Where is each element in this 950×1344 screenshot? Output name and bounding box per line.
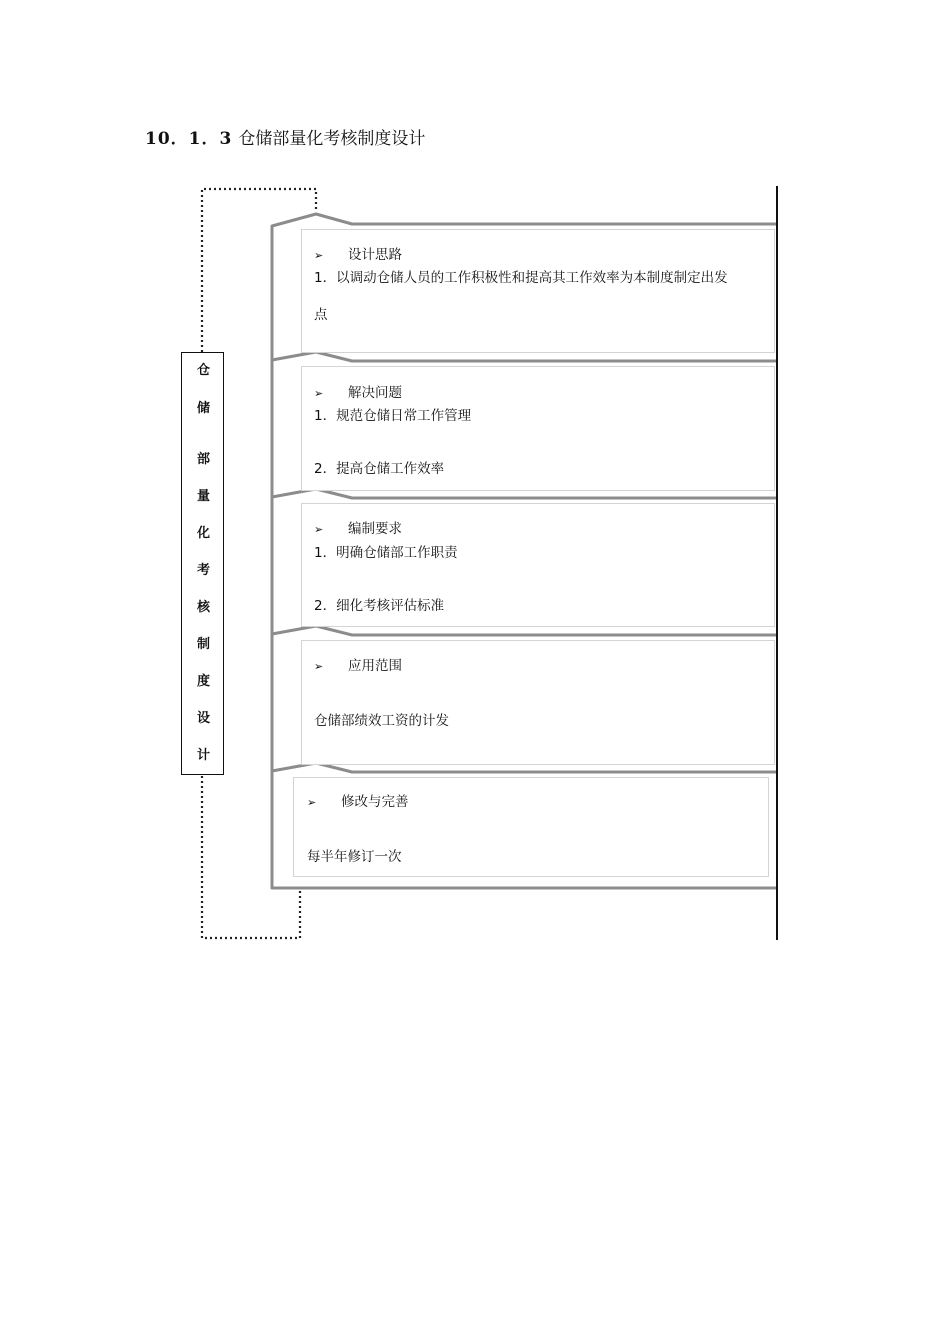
section-title-row [307, 790, 409, 810]
side-label-char: 制 [196, 637, 210, 652]
section-title-row [314, 243, 402, 263]
arrow-icon: ➢ [314, 387, 324, 400]
side-label-char: 核 [196, 600, 210, 615]
section-line: 2．提高仓储工作效率 [314, 461, 445, 477]
side-label-char: 部 [196, 452, 210, 467]
side-label-char: 度 [196, 674, 210, 689]
arrow-icon: ➢ [307, 796, 317, 809]
section-title: 解决问题 [348, 385, 402, 401]
section-line: 1．以调动仓储人员的工作积极性和提高其工作效率为本制度制定出发 [314, 270, 728, 286]
side-label-char: 设 [196, 711, 210, 726]
section-title: 应用范围 [348, 658, 402, 674]
section-number: 10．1．3 [145, 129, 233, 149]
section-line: 点 [314, 307, 328, 323]
dotted-bracket-top [202, 189, 316, 352]
side-label-char: 考 [196, 563, 210, 578]
section-line: 1．规范仓储日常工作管理 [314, 408, 472, 424]
section-title: 仓储部量化考核制度设计 [238, 129, 426, 149]
side-label-char: 化 [196, 526, 210, 541]
section-line: 每半年修订一次 [307, 849, 402, 865]
section-title-row [314, 381, 402, 401]
section-title-row [314, 517, 402, 537]
section-title: 编制要求 [348, 521, 402, 537]
side-label-char: 计 [196, 748, 210, 763]
side-label-char: 仓 [196, 363, 210, 378]
dotted-bracket-bottom [202, 776, 300, 938]
arrow-icon: ➢ [314, 660, 324, 673]
section-title: 设计思路 [348, 247, 402, 263]
arrow-icon: ➢ [314, 523, 324, 536]
side-label-char: 量 [196, 489, 210, 504]
arrow-icon: ➢ [314, 249, 324, 262]
section-title: 修改与完善 [341, 794, 409, 810]
section-line: 1．明确仓储部工作职责 [314, 545, 458, 561]
side-label-box [181, 352, 224, 775]
side-label-char: 储 [196, 401, 210, 416]
section-title-row [314, 654, 402, 674]
section-line: 仓储部绩效工资的计发 [314, 713, 449, 729]
section-line: 2．细化考核评估标准 [314, 598, 445, 614]
